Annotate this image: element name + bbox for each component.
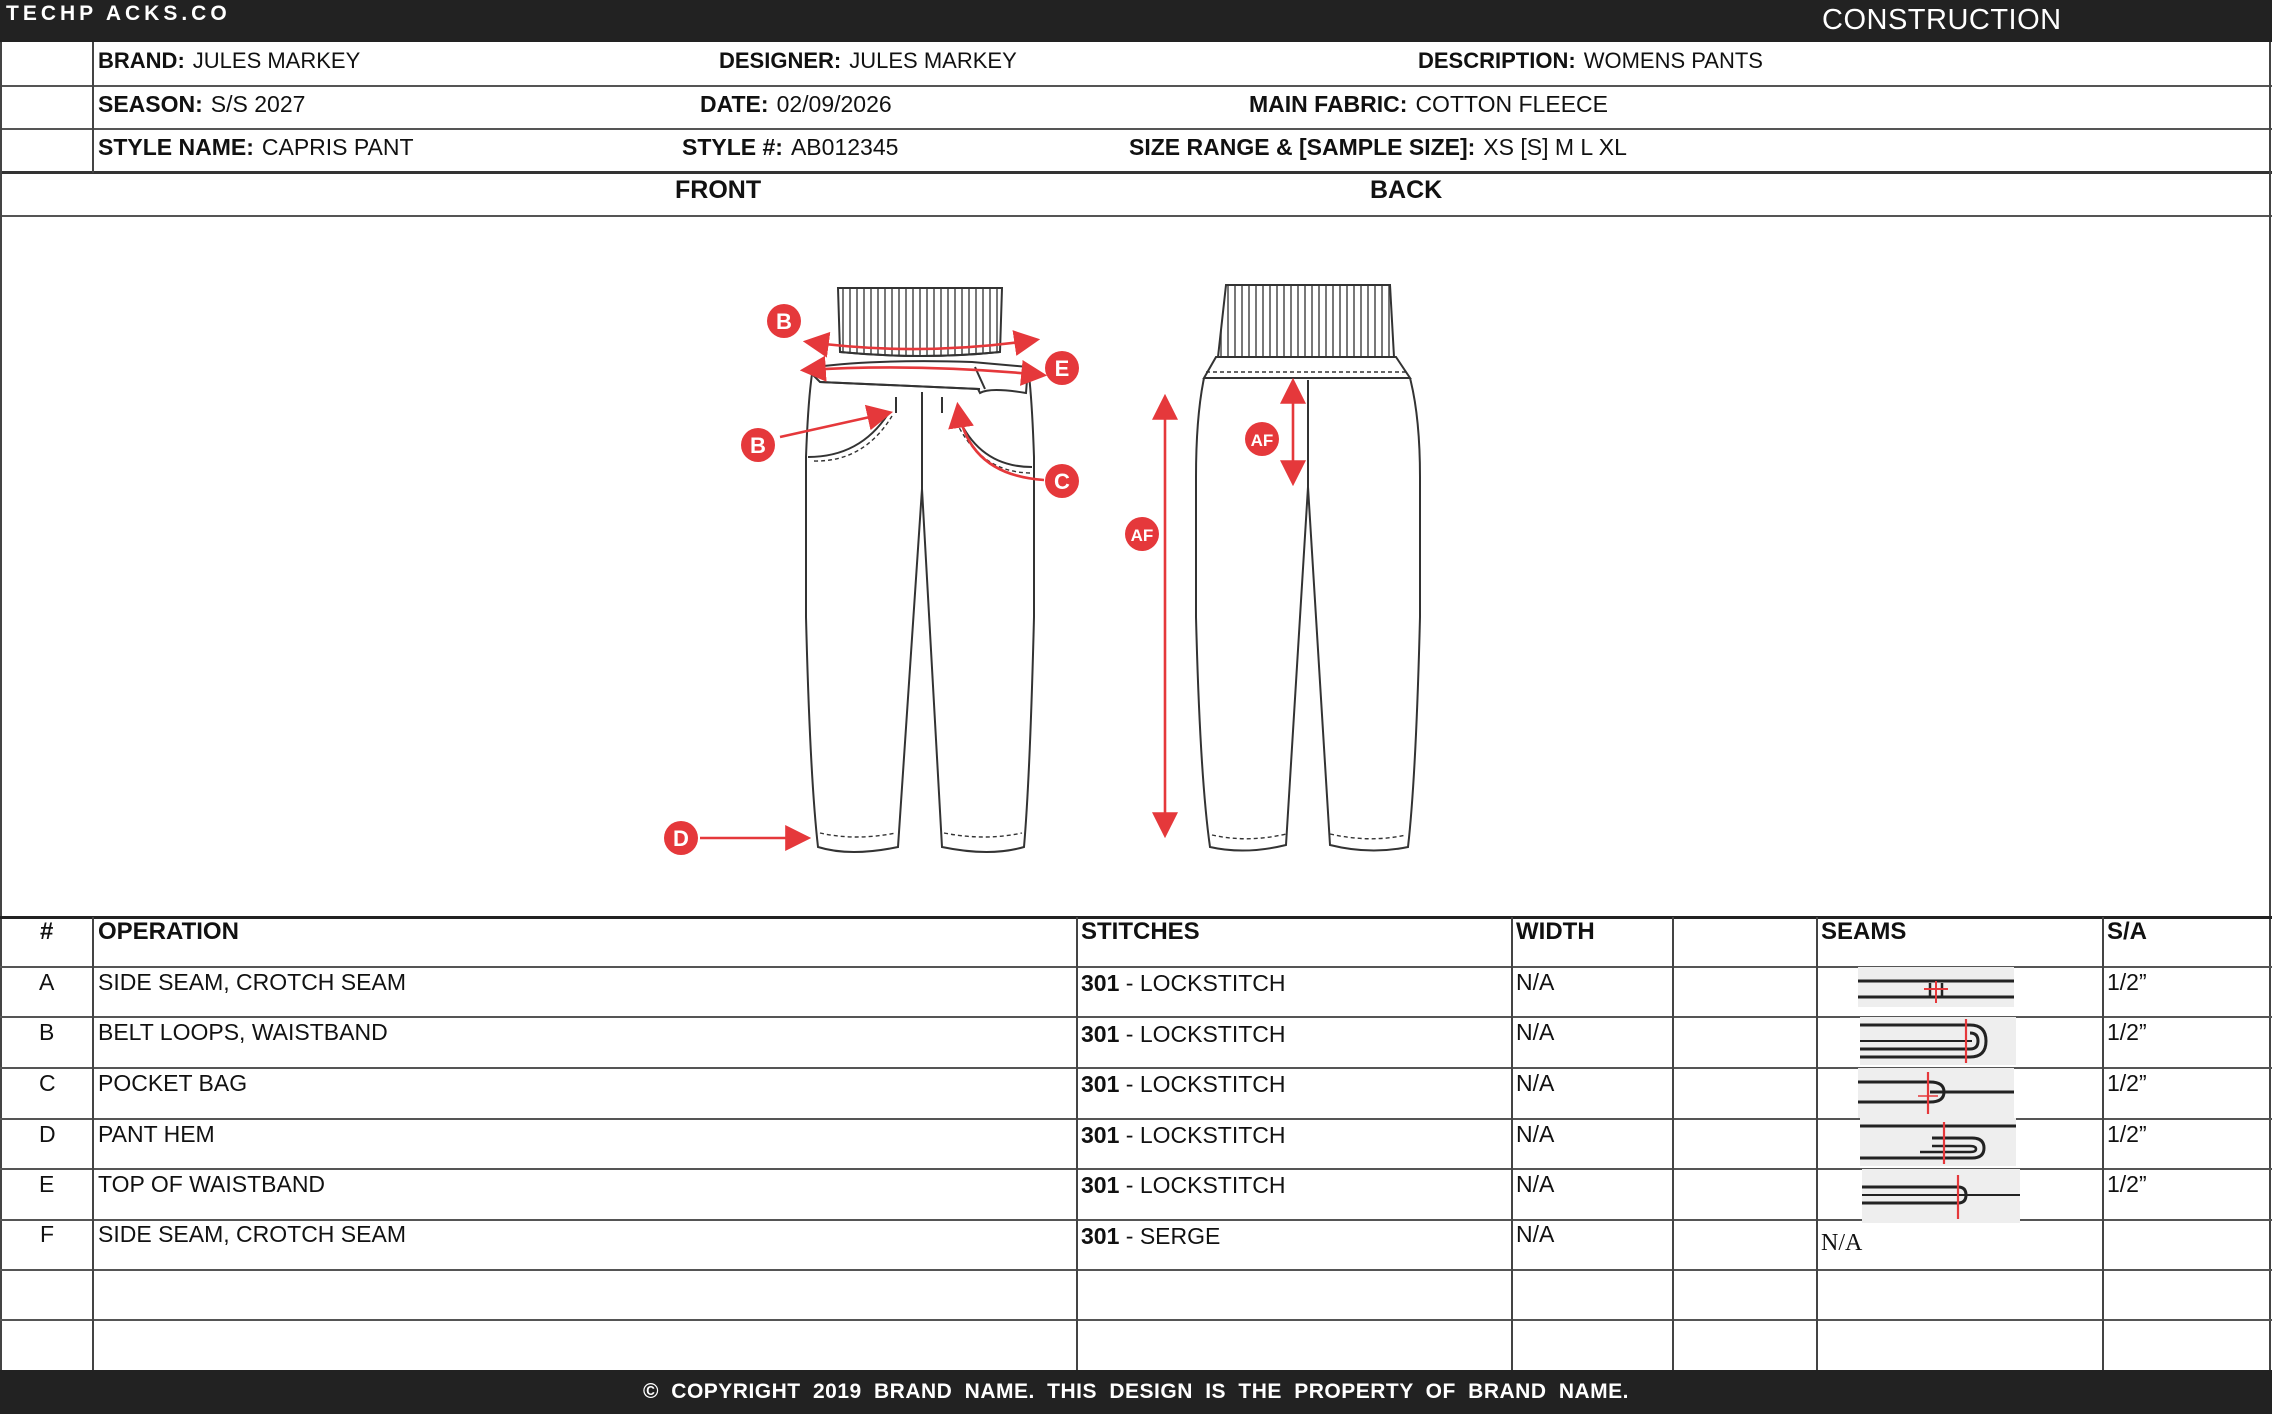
stitch-name: - LOCKSTITCH <box>1125 1071 1286 1097</box>
designer-field <box>719 48 1017 74</box>
brand-field <box>98 48 360 74</box>
brand-label: BRAND: <box>98 48 185 73</box>
callout-e <box>1045 351 1079 385</box>
width-cell: N/A <box>1516 969 1555 995</box>
date-label: DATE: <box>700 91 769 117</box>
col-header-width: WIDTH <box>1516 918 1595 945</box>
table-col-divider <box>1511 917 1513 1370</box>
table-col-divider <box>1672 917 1674 1370</box>
seam-cell: N/A <box>1821 1230 1863 1256</box>
seam-diagram <box>1862 1169 2020 1223</box>
top-bar <box>0 0 2272 42</box>
sa-cell: 1/2” <box>2107 1171 2147 1197</box>
style-number-label: STYLE #: <box>682 134 783 160</box>
callout-d-label: D <box>673 826 689 851</box>
brand-value: JULES MARKEY <box>192 48 361 73</box>
season-label: SEASON: <box>98 91 203 117</box>
operation-cell: TOP OF WAISTBAND <box>98 1171 326 1197</box>
stitch-cell <box>1081 1223 1220 1250</box>
callout-c <box>1045 464 1079 498</box>
callout-b-top <box>767 304 801 338</box>
seam-diagram <box>1860 1017 2016 1065</box>
size-range-label: SIZE RANGE & [SAMPLE SIZE]: <box>1129 134 1476 160</box>
width-cell: N/A <box>1516 1121 1555 1147</box>
stitch-cell <box>1081 1021 1286 1048</box>
callout-d <box>664 821 698 855</box>
callout-b-pocket <box>741 428 775 462</box>
callout-af-back <box>1245 422 1279 456</box>
stitch-cell <box>1081 1172 1286 1199</box>
stitch-name: - SERGE <box>1125 1223 1221 1249</box>
size-range-value: XS [S] M L XL <box>1483 134 1627 160</box>
callout-af-label: AF <box>1130 526 1154 545</box>
sa-cell: 1/2” <box>2107 1019 2147 1045</box>
table-divider <box>0 1269 2272 1271</box>
brand-logo: TECHP ACKS.CO <box>6 2 231 25</box>
copyright-footer: © COPYRIGHT 2019 BRAND NAME. THIS DESIGN IS THE PROPERTY OF BRAND NAME. <box>0 1370 2272 1414</box>
stitch-code: 301 <box>1081 1021 1120 1047</box>
stitch-code: 301 <box>1081 1122 1120 1148</box>
style-name-field <box>98 134 414 161</box>
operation-cell: POCKET BAG <box>98 1070 248 1096</box>
stitch-name: - LOCKSTITCH <box>1125 1172 1286 1198</box>
col-header-operation: OPERATION <box>98 918 239 945</box>
stitch-cell <box>1081 1071 1286 1098</box>
back-pants-drawing <box>1196 285 1420 851</box>
garment-sketch <box>0 217 2272 917</box>
callout-c-label: C <box>1054 469 1070 494</box>
page-title: CONSTRUCTION <box>1822 4 2062 36</box>
description-field <box>1418 48 1763 74</box>
stitch-cell <box>1081 970 1286 997</box>
seam-diagram <box>1860 1118 2016 1166</box>
callout-af-front <box>1125 517 1159 551</box>
sa-cell: 1/2” <box>2107 1070 2147 1096</box>
description-value: WOMENS PANTS <box>1583 48 1763 73</box>
col-header-sa: S/A <box>2107 918 2148 945</box>
row-id: B <box>39 1019 55 1045</box>
divider <box>0 128 2272 130</box>
stitch-code: 301 <box>1081 1071 1120 1097</box>
width-cell: N/A <box>1516 1019 1555 1045</box>
row-id: F <box>40 1221 55 1247</box>
main-fabric-label: MAIN FABRIC: <box>1249 91 1408 117</box>
season-value: S/S 2027 <box>210 91 306 117</box>
operation-cell: SIDE SEAM, CROTCH SEAM <box>98 1221 406 1247</box>
stitch-code: 301 <box>1081 970 1120 996</box>
description-label: DESCRIPTION: <box>1418 48 1576 73</box>
sa-cell: 1/2” <box>2107 1121 2147 1147</box>
row-id: A <box>39 969 55 995</box>
row-id: E <box>39 1171 55 1197</box>
stitch-name: - LOCKSTITCH <box>1125 1122 1286 1148</box>
date-value: 02/09/2026 <box>776 91 892 117</box>
divider <box>92 42 94 173</box>
divider <box>0 171 2272 174</box>
size-range-field <box>1129 134 1627 161</box>
table-col-divider <box>1076 917 1078 1370</box>
front-view-label: FRONT <box>675 176 762 204</box>
width-cell: N/A <box>1516 1171 1555 1197</box>
style-name-value: CAPRIS PANT <box>261 134 414 160</box>
operation-cell: PANT HEM <box>98 1121 215 1147</box>
style-number-field <box>682 134 898 161</box>
back-view-label: BACK <box>1370 176 1443 204</box>
callout-b-label: B <box>750 433 766 458</box>
stitch-code: 301 <box>1081 1172 1120 1198</box>
table-divider <box>0 1319 2272 1321</box>
designer-label: DESIGNER: <box>719 48 842 73</box>
col-header-number: # <box>40 918 54 945</box>
col-header-stitches: STITCHES <box>1081 918 1200 945</box>
callout-af-label: AF <box>1250 431 1274 450</box>
width-cell: N/A <box>1516 1070 1555 1096</box>
style-number-value: AB012345 <box>790 134 899 160</box>
main-fabric-field <box>1249 91 1608 118</box>
sa-cell: 1/2” <box>2107 969 2147 995</box>
table-col-divider <box>2102 917 2104 1370</box>
width-cell: N/A <box>1516 1221 1555 1247</box>
main-fabric-value: COTTON FLEECE <box>1415 91 1608 117</box>
season-field <box>98 91 305 118</box>
col-header-seams: SEAMS <box>1821 918 1907 945</box>
seam-diagram <box>1858 1068 2014 1118</box>
divider <box>0 85 2272 87</box>
operation-cell: SIDE SEAM, CROTCH SEAM <box>98 969 406 995</box>
stitch-code: 301 <box>1081 1223 1120 1249</box>
style-name-label: STYLE NAME: <box>98 134 254 160</box>
callout-b-label: B <box>776 309 792 334</box>
row-id: C <box>39 1070 56 1096</box>
table-col-divider <box>1816 917 1818 1370</box>
stitch-name: - LOCKSTITCH <box>1125 970 1286 996</box>
operation-cell: BELT LOOPS, WAISTBAND <box>98 1019 388 1045</box>
seam-diagram <box>1858 967 2014 1007</box>
measurement-arrows <box>700 340 1293 838</box>
date-field <box>700 91 892 118</box>
row-id: D <box>39 1121 56 1147</box>
stitch-name: - LOCKSTITCH <box>1125 1021 1286 1047</box>
callout-e-label: E <box>1054 356 1070 381</box>
stitch-cell <box>1081 1122 1286 1149</box>
table-col-divider <box>92 917 94 1370</box>
designer-value: JULES MARKEY <box>849 48 1017 73</box>
